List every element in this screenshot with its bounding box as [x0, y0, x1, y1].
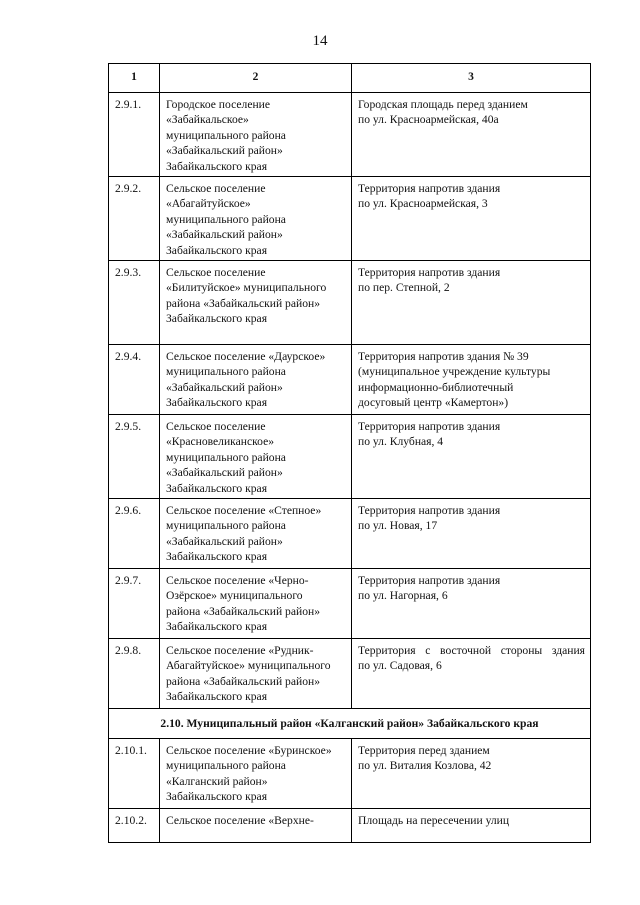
settlement-line: «Калганский район»	[166, 774, 268, 788]
settlement-cell	[160, 499, 352, 569]
location-line: Площадь на пересечении улиц	[358, 814, 510, 827]
row-number: 2.9.6.	[109, 499, 160, 569]
settlement-line: Забайкальского края	[166, 243, 268, 257]
settlement-line: Забайкальского края	[166, 550, 268, 564]
settlement-line: района «Забайкальский район»	[166, 674, 321, 688]
location-cell	[352, 639, 591, 709]
row-number: 2.9.4.	[109, 345, 160, 415]
settlement-line: «Билитуйское» муниципального	[166, 281, 327, 295]
row-number: 2.9.1.	[109, 93, 160, 177]
location-cell	[352, 415, 591, 499]
settlement-line: «Красновеликанское»	[166, 435, 275, 449]
table-row	[109, 569, 591, 639]
settlement-cell	[160, 569, 352, 639]
location-line: Территория с восточной стороны здания	[358, 644, 585, 657]
settlement-line: Сельское поселение «Верхне-	[166, 814, 314, 827]
location-line: Территория перед зданием	[358, 744, 490, 757]
column-header: 3	[352, 64, 591, 93]
row-number: 2.10.1.	[109, 739, 160, 809]
location-line: по ул. Нагорная, 6	[358, 589, 448, 603]
row-number: 2.9.2.	[109, 177, 160, 261]
location-cell	[352, 809, 591, 843]
location-line: Городская площадь перед зданием	[358, 98, 528, 111]
settlement-cell	[160, 93, 352, 177]
locations-table	[108, 63, 591, 843]
column-header: 2	[160, 64, 352, 93]
location-cell	[352, 177, 591, 261]
section-header-row	[109, 709, 591, 739]
row-number: 2.9.7.	[109, 569, 160, 639]
settlement-line: района «Забайкальский район»	[166, 604, 321, 618]
table-row	[109, 739, 591, 809]
section-title: 2.10. Муниципальный район «Калганский район» Забайкальского края	[109, 709, 591, 739]
settlement-line: муниципального района	[166, 212, 286, 226]
settlement-line: «Абагайтуйское»	[166, 197, 251, 211]
settlement-line: «Забайкальское»	[166, 113, 249, 127]
location-cell	[352, 261, 591, 345]
settlement-cell	[160, 177, 352, 261]
location-line: по ул. Красноармейская, 3	[358, 197, 488, 211]
settlement-line: «Забайкальский район»	[166, 380, 283, 394]
settlement-line: Сельское поселение	[166, 182, 266, 195]
table-row	[109, 261, 591, 345]
settlement-line: муниципального района	[166, 450, 286, 464]
settlement-line: «Забайкальский район»	[166, 534, 283, 548]
settlement-line: муниципального района	[166, 365, 286, 379]
settlement-line: Городское поселение	[166, 98, 271, 111]
column-header: 1	[109, 64, 160, 93]
settlement-line: Сельское поселение	[166, 266, 266, 279]
settlement-line: муниципального района	[166, 128, 286, 142]
location-line: по ул. Новая, 17	[358, 519, 438, 533]
page-number: 14	[312, 33, 328, 49]
table-row	[109, 345, 591, 415]
settlement-line: Сельское поселение «Черно-	[166, 574, 309, 587]
table-row	[109, 93, 591, 177]
row-number: 2.9.8.	[109, 639, 160, 709]
settlement-line: Забайкальского края	[166, 481, 268, 495]
location-line: Территория напротив здания	[358, 420, 501, 433]
location-line: по пер. Степной, 2	[358, 281, 450, 295]
settlement-line: муниципального района	[166, 519, 286, 533]
location-line: Территория напротив здания	[358, 182, 501, 195]
location-line: (муниципальное учреждение культуры	[358, 365, 551, 379]
settlement-cell	[160, 639, 352, 709]
settlement-cell	[160, 345, 352, 415]
settlement-line: Забайкальского края	[166, 396, 268, 410]
settlement-cell	[160, 809, 352, 843]
settlement-line: Забайкальского края	[166, 312, 268, 326]
settlement-line: муниципального района	[166, 759, 286, 773]
settlement-line: «Забайкальский район»	[166, 144, 283, 158]
location-cell	[352, 345, 591, 415]
settlement-line: района «Забайкальский район»	[166, 296, 321, 310]
table-row	[109, 809, 591, 843]
table-row	[109, 499, 591, 569]
settlement-line: Сельское поселение «Даурское»	[166, 350, 326, 363]
settlement-line: Забайкальского края	[166, 790, 268, 804]
location-line: досуговый центр «Камертон»)	[358, 396, 509, 410]
settlement-line: Сельское поселение «Буринское»	[166, 744, 332, 757]
location-cell	[352, 93, 591, 177]
table-row	[109, 415, 591, 499]
location-cell	[352, 569, 591, 639]
settlement-line: Забайкальского края	[166, 159, 268, 173]
row-number: 2.10.2.	[109, 809, 160, 843]
settlement-line: «Забайкальский район»	[166, 228, 283, 242]
settlement-cell	[160, 739, 352, 809]
row-number: 2.9.3.	[109, 261, 160, 345]
location-line: по ул. Виталия Козлова, 42	[358, 759, 492, 773]
location-line: информационно-библиотечный	[358, 380, 514, 394]
settlement-line: «Забайкальский район»	[166, 466, 283, 480]
location-line: Территория напротив здания	[358, 574, 501, 587]
settlement-line: Абагайтуйское» муниципального	[166, 659, 331, 673]
table-row	[109, 177, 591, 261]
table-row	[109, 639, 591, 709]
table-header-row	[109, 64, 591, 93]
location-cell	[352, 739, 591, 809]
settlement-line: Сельское поселение «Рудник-	[166, 644, 314, 657]
location-cell	[352, 499, 591, 569]
settlement-line: Сельское поселение «Степное»	[166, 504, 322, 517]
settlement-line: Сельское поселение	[166, 420, 266, 433]
location-line: по ул. Садовая, 6	[358, 659, 442, 673]
location-line: по ул. Красноармейская, 40а	[358, 113, 499, 127]
settlement-line: Озёрское» муниципального	[166, 589, 303, 603]
settlement-line: Забайкальского края	[166, 620, 268, 634]
location-line: по ул. Клубная, 4	[358, 435, 444, 449]
settlement-line: Забайкальского края	[166, 690, 268, 704]
row-number: 2.9.5.	[109, 415, 160, 499]
location-line: Территория напротив здания	[358, 504, 501, 517]
location-line: Территория напротив здания	[358, 266, 501, 279]
settlement-cell	[160, 415, 352, 499]
settlement-cell	[160, 261, 352, 345]
location-line: Территория напротив здания № 39	[358, 350, 529, 363]
